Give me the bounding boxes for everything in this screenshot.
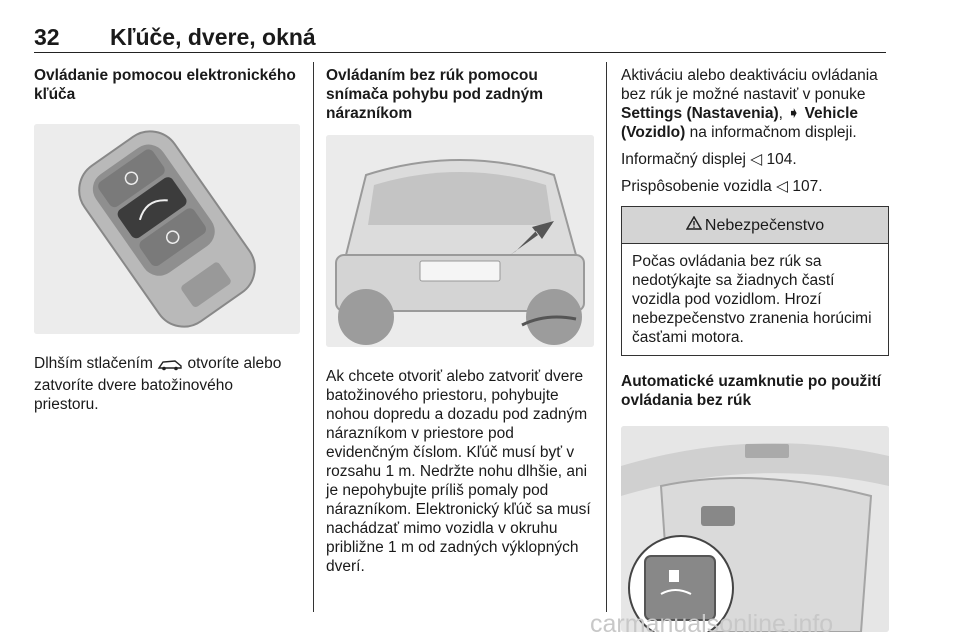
danger-box xyxy=(621,206,889,356)
cross-reference: Informačný displej ◁ 104. xyxy=(621,151,797,168)
page-number: 32 xyxy=(34,24,60,50)
paragraph: Dlhším stlačením otvoríte alebo zatvoríte dvere batožinového priestoru. xyxy=(34,355,282,413)
page-header xyxy=(34,20,886,53)
rear-bumper-illustration xyxy=(326,135,594,347)
paragraph: Ak chcete otvoriť alebo zatvoriť dvere batožinového priestoru, pohybujte nohou dopredu a dozadu pod zadným nárazníkom v priestore pod evidenčným číslom. Kľúč musí byť v rozsahu 1 m. Nedržte nohu dlhšie, ani je nepohybujte príliš pomaly pod nárazníkom. Elektronický kľúč sa musí nachádzať mimo vozidla v okruhu približne 1 m od zadných výklopných dverí. xyxy=(326,368,591,575)
reference-arrow-icon: ◁ xyxy=(776,178,789,195)
cross-reference: Prispôsobenie vozidla ◁ 107. xyxy=(621,178,823,195)
arrow-right-icon: ➧ xyxy=(787,105,801,122)
menu-settings: Settings (Nastavenia) xyxy=(621,105,779,122)
menu-vehicle: Vehicle (Vozidlo) xyxy=(621,105,859,141)
key-fob-illustration xyxy=(34,124,300,334)
watermark: carmanualsonline.info xyxy=(590,610,834,638)
column-1 xyxy=(34,66,300,414)
danger-header xyxy=(622,207,888,244)
column-divider xyxy=(313,62,314,612)
column-divider xyxy=(606,62,607,612)
danger-text: Počas ovládania bez rúk sa nedotýkajte sa žiadnych častí vozidla pod vozidlom. Hrozí nebezpečenstvo zranenia horúcimi časťami motora. xyxy=(632,253,872,346)
section-heading: Ovládanie pomocou elektronického kľúča xyxy=(34,67,296,103)
danger-title: Nebezpečenstvo xyxy=(704,216,825,234)
warning-triangle-icon xyxy=(686,216,702,235)
tailgate-button-illustration xyxy=(621,426,889,632)
paragraph: Aktiváciu alebo deaktiváciu ovládania bez rúk je možné nastaviť v ponuke Settings (Nastavenia), ➧ Vehicle (Vozidlo) na informačnom displeji. xyxy=(621,67,878,141)
car-tailgate-icon xyxy=(157,357,183,376)
section-heading: Automatické uzamknutie po použití ovládania bez rúk xyxy=(621,373,882,409)
reference-arrow-icon: ◁ xyxy=(750,151,763,168)
column-3 xyxy=(621,66,889,632)
section-heading: Ovládaním bez rúk pomocou snímača pohybu pod zadným nárazníkom xyxy=(326,67,544,122)
chapter-title: Kľúče, dvere, okná xyxy=(110,24,316,50)
column-2 xyxy=(326,66,594,576)
